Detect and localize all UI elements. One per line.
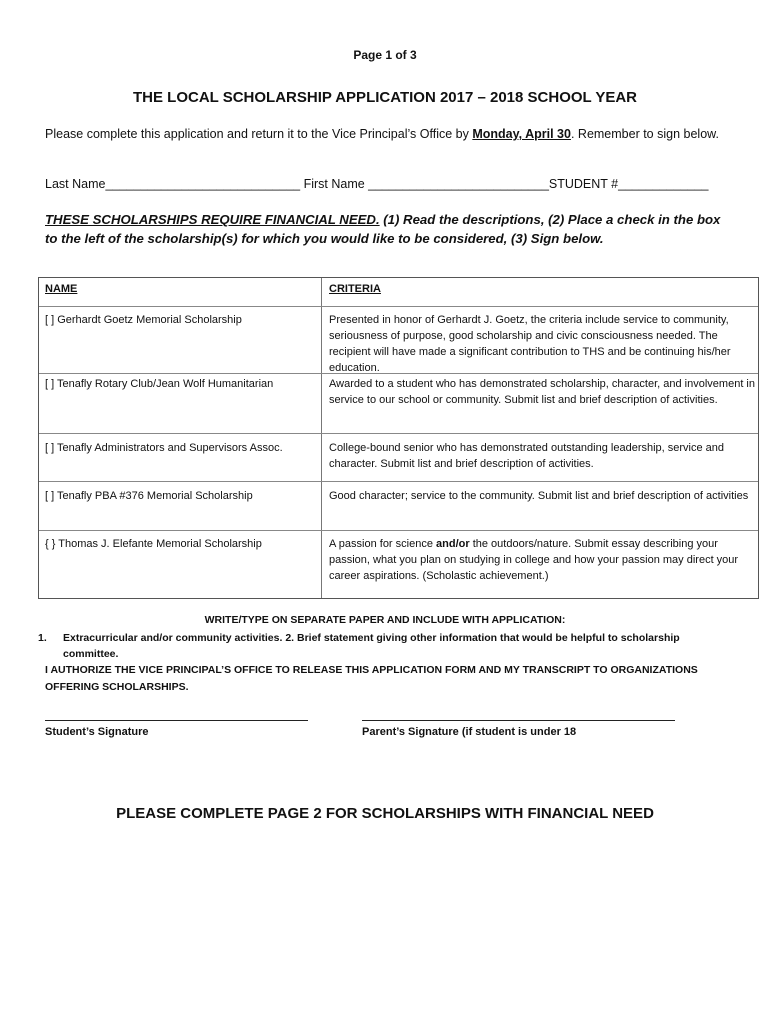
criteria-elefante-text-end: the outdoors/nature. Submit essay describing your passion, what you plan on studying in college and how your passion may direct your career aspirations. (Scholastic achievement.) xyxy=(329,538,739,582)
criteria-elefante-text: A passion for science xyxy=(329,538,437,550)
authorization-statement: I AUTHORIZE THE VICE PRINCIPAL’S OFFICE TO RELEASE THIS APPLICATION FORM AND MY TRANSCRIPT TO ORGANIZATIONS OFFERING SCHOLARSHIPS. xyxy=(45,664,698,693)
scholarship-table xyxy=(38,277,759,599)
form-title: THE LOCAL SCHOLARSHIP APPLICATION 2017 – 2018 SCHOOL YEAR xyxy=(132,89,637,106)
table-row-divider xyxy=(39,433,758,434)
criteria-administrators: College-bound senior who has demonstrated outstanding leadership, service and character. Submit list and brief description of activities. xyxy=(329,442,725,470)
table-row-divider xyxy=(39,481,758,482)
parent-signature-line[interactable] xyxy=(362,720,675,721)
financial-need-notice xyxy=(45,210,735,248)
name-column-header: NAME xyxy=(45,283,78,295)
list-number: 1. xyxy=(38,632,47,644)
criteria-pba: Good character; service to the community. Submit list and brief description of activities xyxy=(329,490,749,502)
student-signature-line[interactable] xyxy=(45,720,308,721)
student-signature-label: Student’s Signature xyxy=(45,726,149,738)
scholarship-option-elefante[interactable]: { } Thomas J. Elefante Memorial Scholarship xyxy=(45,538,262,550)
parent-signature-label: Parent’s Signature (if student is under 18 xyxy=(362,726,577,738)
scholarship-option-pba[interactable]: [ ] Tenafly PBA #376 Memorial Scholarship xyxy=(45,490,253,502)
deadline-date: Monday, April 30 xyxy=(472,127,571,141)
criteria-goetz: Presented in honor of Gerhardt J. Goetz, the criteria include service to community, seriousness of purpose, good scholarship and civic consciousness needed. The recipient will have made a significant contribution to THS and be continuing his/her education. xyxy=(329,314,731,374)
financial-need-steps: (1) Read the descriptions, (2) Place a check in the box to the left of the scholarship(s) for which you would like to be considered, (3) Sign below. xyxy=(45,212,721,246)
financial-need-heading: THESE SCHOLARSHIPS REQUIRE FINANCIAL NEED. xyxy=(45,212,380,227)
table-row-divider xyxy=(39,306,758,307)
instructions-text: Please complete this application and return it to the Vice Principal’s Office by xyxy=(45,127,473,141)
criteria-column-header: CRITERIA xyxy=(329,283,381,295)
criteria-rotary: Awarded to a student who has demonstrated scholarship, character, and involvement in service to our school or community. Submit list and brief description of activities. xyxy=(329,378,755,406)
name-fields-line[interactable]: Last Name____________________________ First Name __________________________STUDENT #_____________ xyxy=(45,177,709,191)
scholarship-option-goetz[interactable]: [ ] Gerhardt Goetz Memorial Scholarship xyxy=(45,314,242,326)
criteria-elefante-emphasis: and/or xyxy=(436,538,470,550)
table-row-divider xyxy=(39,530,758,531)
list-item-text: Extracurricular and/or community activities. 2. Brief statement giving other information that would be helpful to scholarship committee. xyxy=(63,632,680,660)
write-type-heading: WRITE/TYPE ON SEPARATE PAPER AND INCLUDE WITH APPLICATION: xyxy=(204,614,566,626)
table-row-divider xyxy=(39,373,758,374)
criteria-elefante xyxy=(329,536,757,584)
attachment-list-item xyxy=(38,630,738,662)
column-divider xyxy=(321,278,322,598)
instructions-text-end: . Remember to sign below. xyxy=(570,127,719,141)
instructions-paragraph xyxy=(45,125,725,143)
page-two-notice: PLEASE COMPLETE PAGE 2 FOR SCHOLARSHIPS WITH FINANCIAL NEED xyxy=(116,805,654,822)
scholarship-option-rotary[interactable]: [ ] Tenafly Rotary Club/Jean Wolf Humanitarian xyxy=(45,378,274,390)
page-number: Page 1 of 3 xyxy=(353,48,417,62)
scholarship-option-administrators[interactable]: [ ] Tenafly Administrators and Supervisors Assoc. xyxy=(45,442,283,454)
